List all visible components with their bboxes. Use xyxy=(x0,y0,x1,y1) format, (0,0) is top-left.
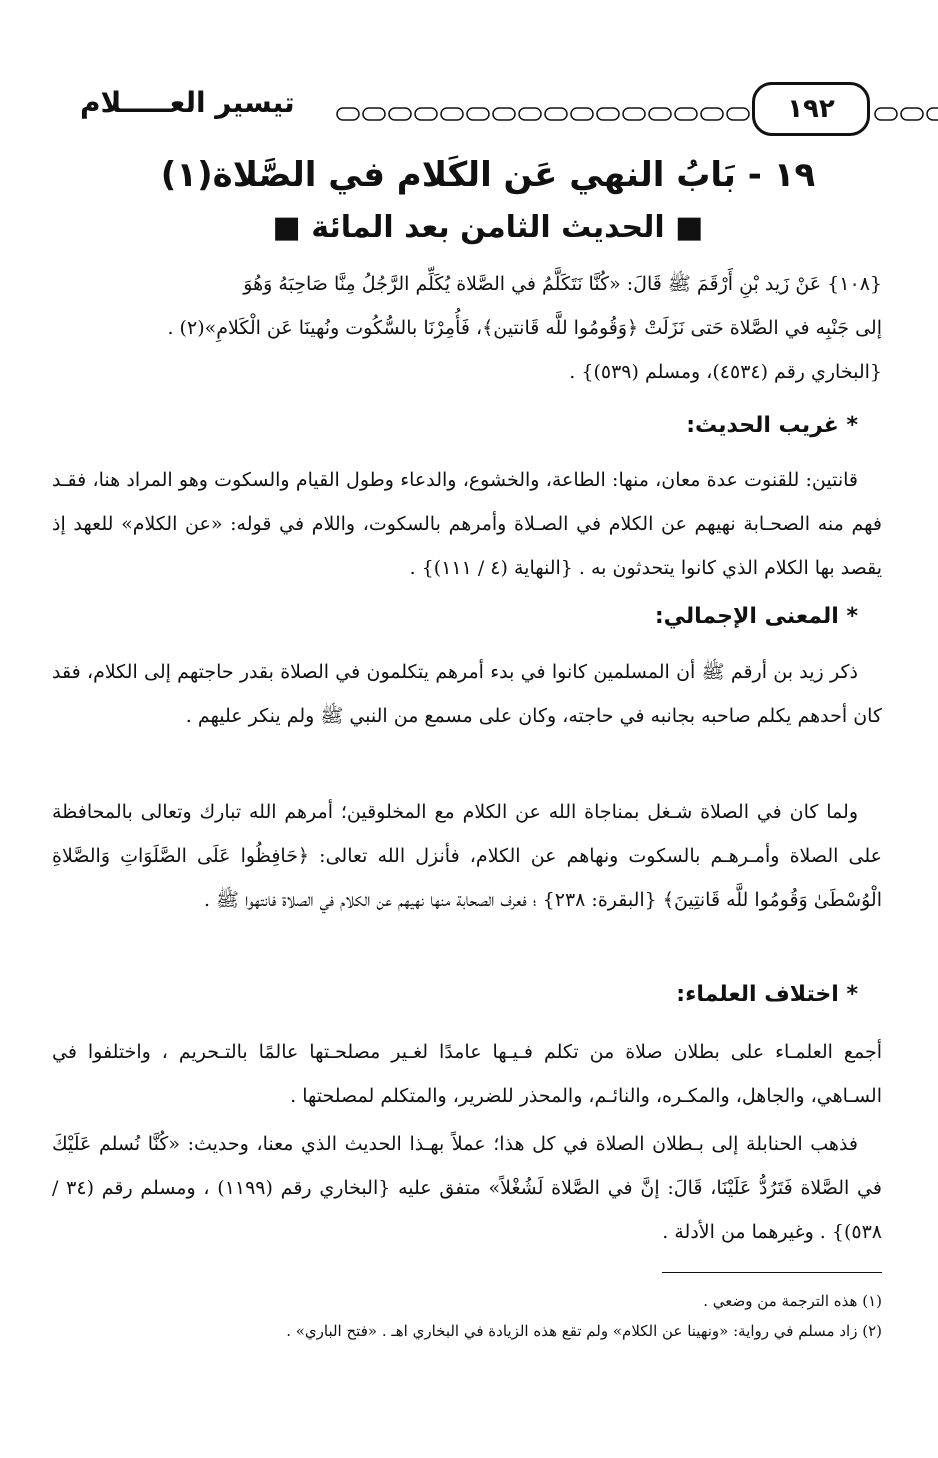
page-number: ١٩٢ xyxy=(752,82,870,136)
ikhtilaf-paragraph: فذهب الحنابلة إلى بـطلان الصلاة في كل هذا؛ عملاً بهـذا الحديث الذي معنا، وحديث: «كُنَّا نُسلم عَلَيْكَ في الصَّلاة فَتَرُدُّ عَلَيْنَا، قَالَ: إنَّ في الصَّلاة لَشُغْلاً» متفق عليه {البخاري رقم (١١٩٩) ، ومسلم رقم (٣٤ / ٥٣٨)} . وغيرهما من الأدلة . xyxy=(52,1133,882,1243)
ornament-right-icon xyxy=(873,106,938,122)
ijmali-paragraph: ذكر زيد بن أرقم ﷺ أن المسلمين كانوا في بدء أمرهم يتكلمون في الصلاة بقدر حاجتهم إلى الكلام، فقد كان أحدهم يكلم صاحبه بجانبه في حاجته، وكان على مسمع من النبي ﷺ ولم ينكر عليهم . xyxy=(52,661,882,727)
hadith-source: {البخاري رقم (٤٥٣٤)، ومسلم (٥٣٩)} . xyxy=(569,361,882,383)
ikhtilaf-paragraph: أجمع العلمـاء على بطلان صلاة من تكلم فـيـها عامدًا لغـير مصلحـتها عالمًا بالتـحريم ، واختلفوا في السـاهي، والجاهل، والمكـره، والنائـم، والمحذر للضرير، والمتكلم لمصلحتها . xyxy=(52,1041,882,1107)
hadith-line: {١٠٨} عَنْ زَيد بْنِ أَرْقَمَ ﷺ قَالَ: «كُنَّا نَتَكَلَّمُ في الصَّلاة يُكَلِّم الرَّجُلُ مِنَّا صَاحِبَهُ وَهُوَ xyxy=(243,273,882,295)
footnotes xyxy=(52,1286,882,1346)
section-heading-ikhtilaf: * اختلاف العلماء: xyxy=(676,982,858,1007)
book-title: تيسير العـــــلام xyxy=(80,86,295,119)
section-heading-gharib: * غريب الحديث: xyxy=(686,413,858,438)
footnote-divider xyxy=(662,1272,882,1273)
ijmali-paragraph: ولما كان في الصلاة شـغل بمناجاة الله عن الكلام مع المخلوقين؛ أمرهم الله تبارك وتعالى بالمحافظة على الصلاة وأمـرهـم بالسكوت ونهاهم عن الكلام، فأنزل الله تعالى: ﴿حَافِظُوا عَلَى الصَّلَوَاتِ وَالصَّلاةِ الْوُسْطَىٰ وَقُومُوا للَّه قَانتِينَ﴾ {البقرة: ٢٣٨} ؛ فعرف الصحابة منها نهيهم عن الكلام في الصلاة فانتهوا ﷺ . xyxy=(52,801,882,911)
footnote: (١) هذه الترجمة من وضعي . xyxy=(703,1292,882,1310)
ornament-chain-icon xyxy=(335,106,805,122)
gharib-text: قانتين: للقنوت عدة معان، منها: الطاعة، والخشوع، والدعاء وطول القيام والسكوت وهو المراد هنا، فقـد فهم منه الصحـابة نهيهم عن الكلام في الصـلاة وأمرهم بالسكوت، واللام في قوله: «عن الكلام» للعهد إذ يقصد بها الكلام الذي كانوا يتحدثون به . {النهاية (٤ / ١١١)} . xyxy=(52,469,882,579)
hadith-title: ■ الحديث الثامن بعد المائة ■ xyxy=(272,210,704,245)
hadith-line: إلى جَنْبِه في الصَّلاة حَتى نَزَلَتْ ﴿وَقُومُوا للَّه قَانتين﴾، فَأُمِرْنَا بالسُّكُوت ونُهينَا عَن الْكَلامِ»(٢) . xyxy=(167,317,882,339)
hadith-text xyxy=(52,262,882,394)
section-heading-ijmali: * المعنى الإجمالي: xyxy=(654,604,858,629)
footnote: (٢) زاد مسلم في رواية: «ونهينا عن الكلام» ولم تقع هذه الزيادة في البخاري اهـ . «فتح الباري» . xyxy=(286,1322,882,1340)
page-header xyxy=(80,82,880,142)
chapter-title: ١٩ - بَابُ النهي عَن الكَلام في الصَّلاة(١) xyxy=(160,155,816,195)
